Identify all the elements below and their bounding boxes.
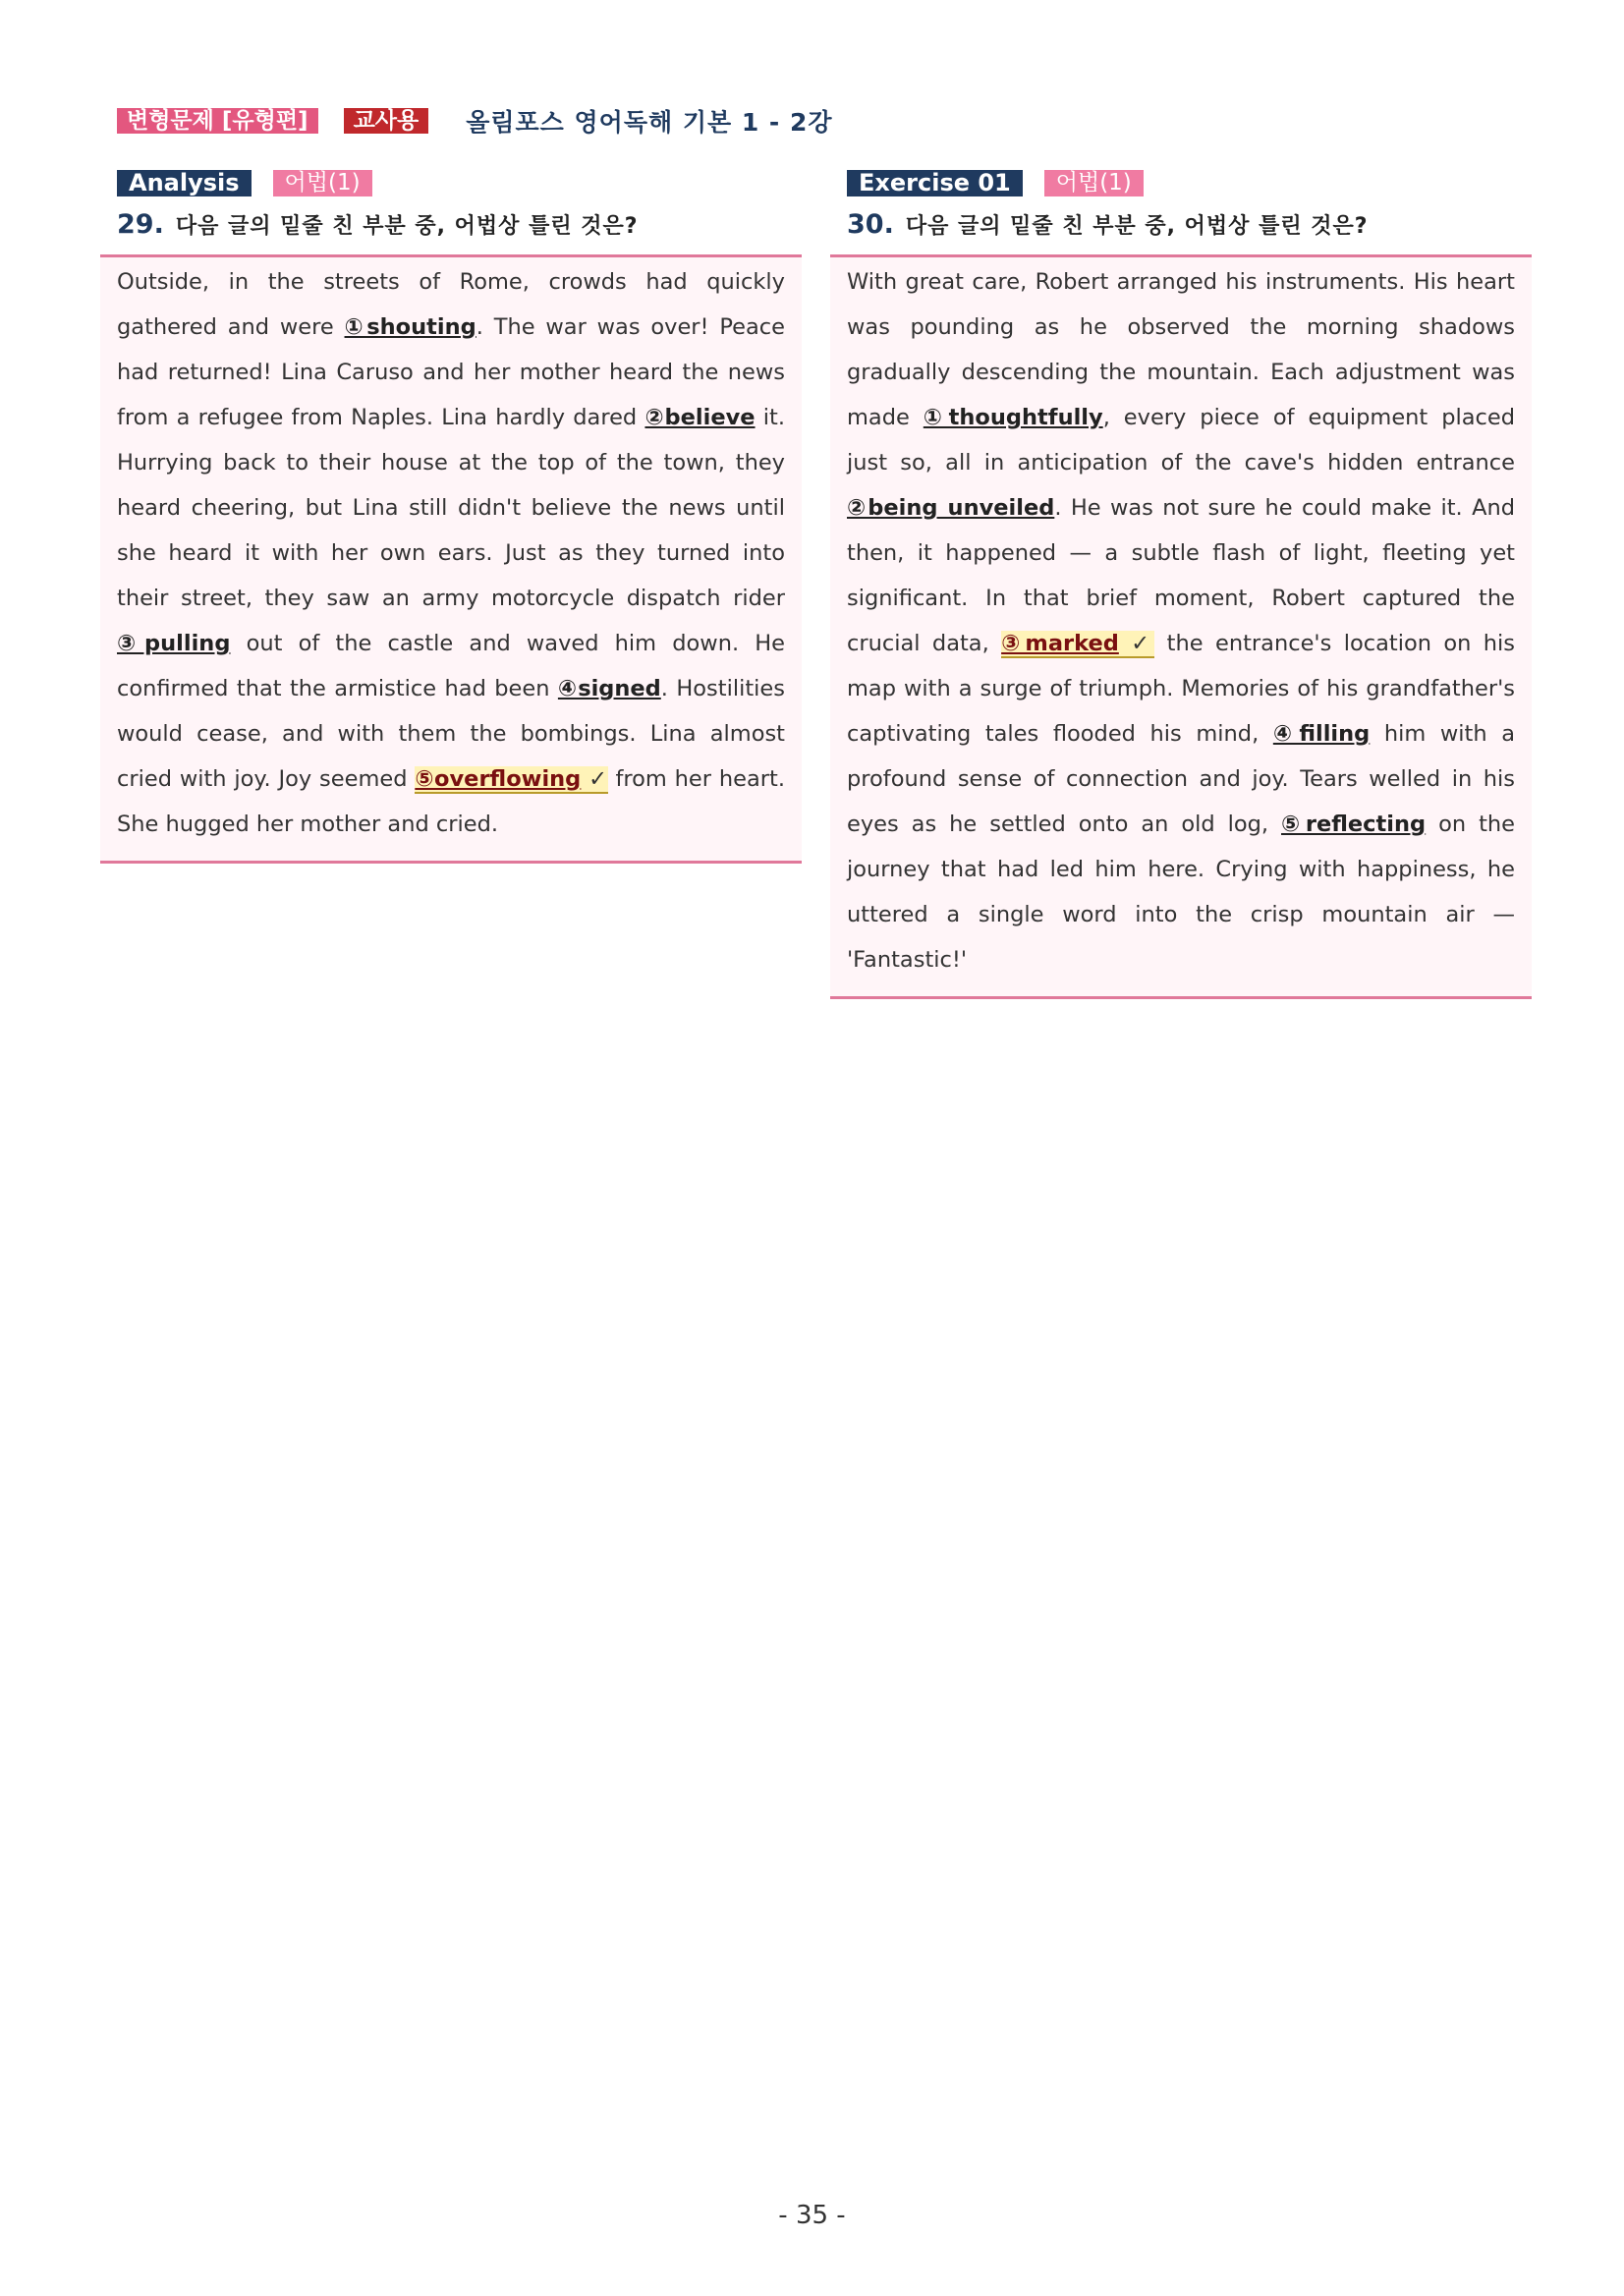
teacher-tag: 교사용 [344,108,429,134]
exercise-label: Exercise 01 [847,170,1023,196]
passage-text: Outside, in the streets of Rome, crowds had quickly gathered and were ①shouting. The war was over! Peace had returned! Lina Caruso and her mother heard the news from a refugee from Naples. Lina hardly dared ②believe it. Hurrying back to their house at the top of the town, they heard cheering, but Lina still didn't believe the news until she heard it with her own ears. Just as they turned into their street, they saw an army motorcycle dispatch rider ③pulling out of the castle and waved him down. He confirmed that the armistice had been ④signed. Hostilities would cease, and with them the bombings. Lina almost cried with joy. Joy seemed ⑤overflowing ✓ from her heart. She hugged her mother and cried. [117,269,786,837]
grammar-label: 어법(1) [273,170,372,196]
page-header [117,104,833,138]
choice-3: ③pulling [117,631,231,656]
check-mark: ✓ [581,766,608,792]
choice-4: ④filling [1272,721,1371,747]
choice-4: ④signed [557,676,661,701]
choice-3: ③marked [1001,631,1119,656]
series-title: 올림포스 영어독해 기본 1 - 2강 [466,108,833,137]
question-text: 다음 글의 밑줄 친 부분 중, 어법상 틀린 것은? [175,214,639,239]
grammar-label: 어법(1) [1044,170,1144,196]
check-mark: ✓ [1118,631,1155,656]
question-29-column [100,170,802,864]
choice-5: ⑤overflowing [415,766,582,792]
question-text: 다음 글의 밑줄 친 부분 중, 어법상 틀린 것은? [905,214,1369,239]
variant-tag: 변형문제 [유형편] [117,108,318,134]
answer-highlight [415,766,607,794]
question-line [117,209,802,243]
analysis-label: Analysis [117,170,252,196]
label-row [847,170,1532,196]
choice-5: ⑤reflecting [1281,812,1427,837]
question-line [847,209,1532,243]
passage-text: With great care, Robert arranged his instruments. His heart was pounding as he observed the morning shadows gradually descending the mountain. Each adjustment was made ①thoughtfully, every piece of equipment placed just so, all in anticipation of the cave's hidden entrance ②being unveiled. He was not sure he could make it. And then, it happened — a subtle flash of light, fleeting yet significant. In that brief moment, Robert captured the crucial data, ③marked ✓ the entrance's location on his map with a surge of triumph. Memories of his grandfather's captivating tales flooded his mind, ④filling him with a profound sense of connection and joy. Tears welled in his eyes as he settled onto an old log, ⑤reflecting on the journey that had led him here. Crying with happiness, he uttered a single word into the crisp mountain air — 'Fantastic!' [847,269,1516,973]
label-row [117,170,802,196]
choice-2: ②believe [644,405,756,430]
passage-box [830,254,1532,999]
question-number: 29. [117,209,164,240]
passage-box [100,254,802,864]
choice-1: ①shouting [344,314,476,340]
question-30-column [830,170,1532,999]
question-number: 30. [847,209,894,240]
choice-1: ①thoughtfully [923,405,1103,430]
page-number: - 35 - [778,2201,846,2230]
answer-highlight [1001,631,1154,658]
choice-2: ②being unveiled [847,495,1055,521]
